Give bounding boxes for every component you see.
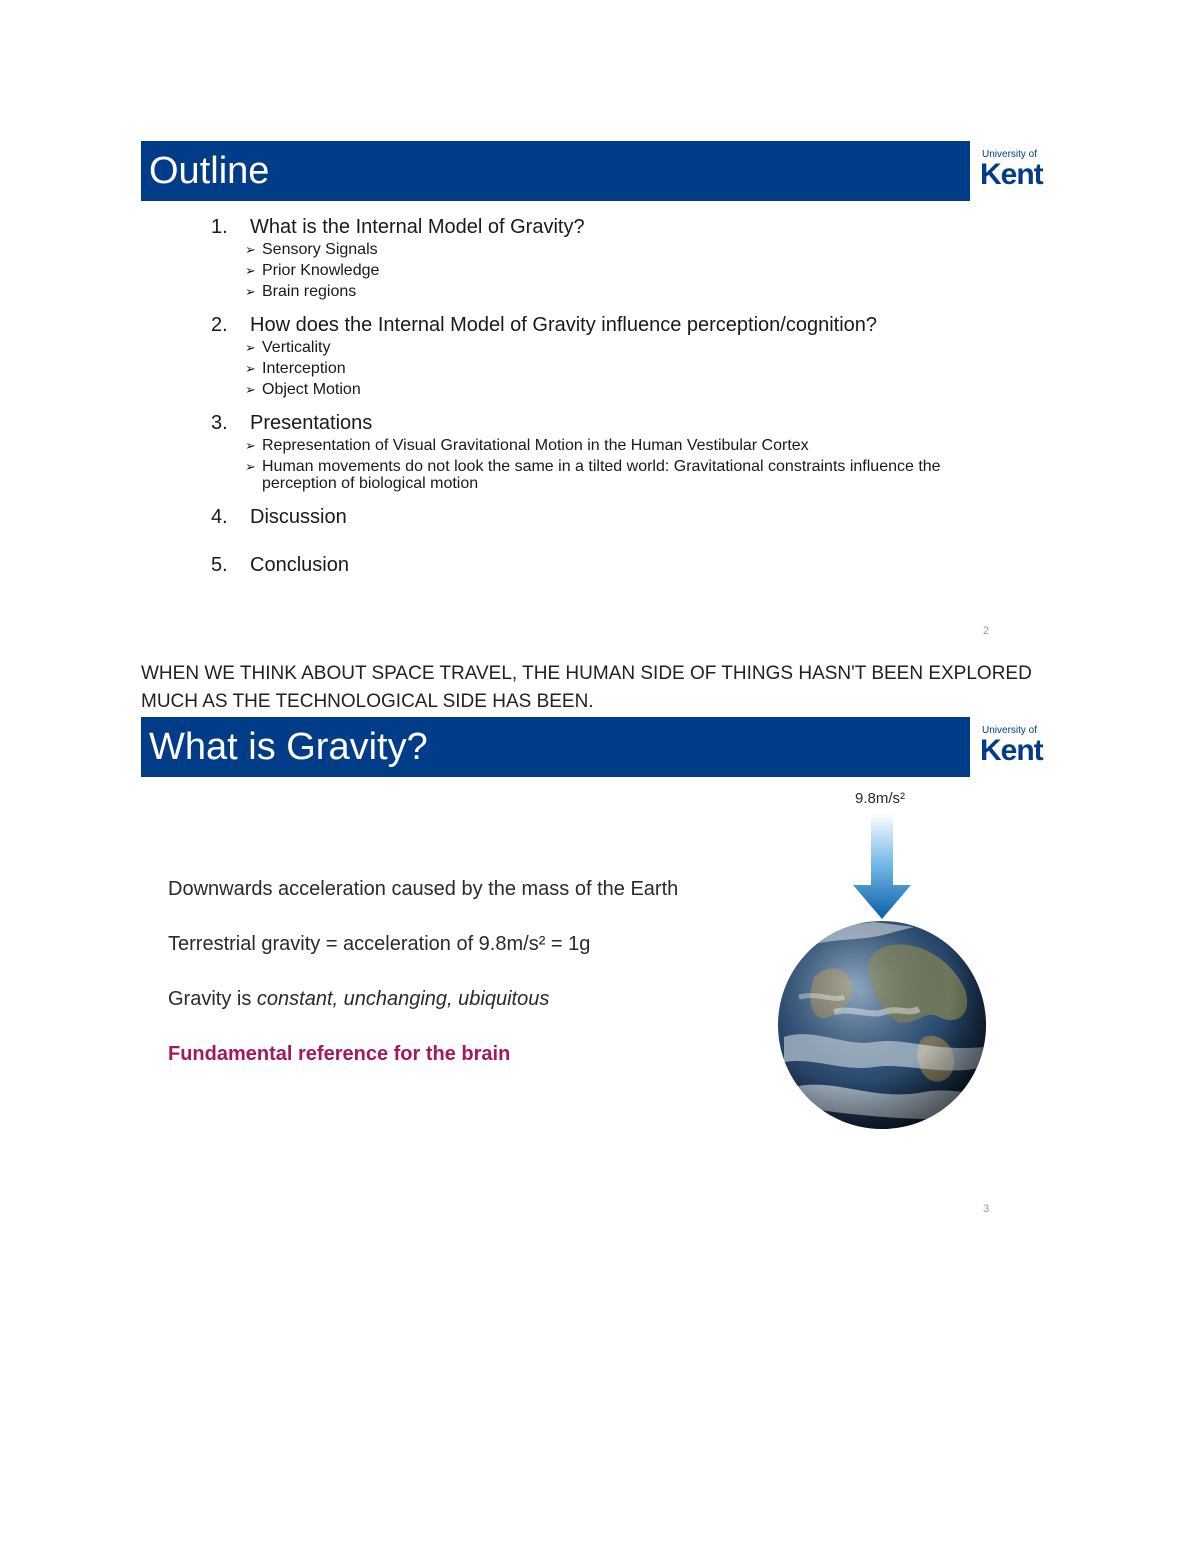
arrow-bullet-icon: ➢ bbox=[245, 361, 256, 376]
arrow-bullet-icon: ➢ bbox=[245, 382, 256, 397]
logo-small-text: University of bbox=[982, 725, 1038, 736]
outline-item bbox=[211, 313, 991, 400]
arrow-bullet-icon: ➢ bbox=[245, 263, 256, 278]
slide-title-banner bbox=[141, 717, 970, 777]
outline-item bbox=[211, 553, 991, 577]
item-number: 1. bbox=[211, 216, 228, 238]
sub-item: ➢ Verticality bbox=[245, 339, 331, 356]
speaker-note: WHEN WE THINK ABOUT SPACE TRAVEL, THE HUMAN SIDE OF THINGS HASN'T BEEN EXPLORED MUCH AS THE TECHNOLOGICAL SIDE HAS BEEN. bbox=[141, 663, 1032, 712]
sub-item: ➢ Prior Knowledge bbox=[245, 262, 380, 279]
outline-slide bbox=[141, 141, 1051, 641]
item-text: Conclusion bbox=[250, 554, 349, 576]
arrow-bullet-icon: ➢ bbox=[245, 340, 256, 355]
outline-item bbox=[211, 505, 991, 529]
bullet-line: Terrestrial gravity = acceleration of 9.8m/s² = 1g bbox=[168, 933, 591, 955]
item-number: 5. bbox=[211, 554, 228, 576]
arrow-bullet-icon: ➢ bbox=[245, 284, 256, 299]
italic-emphasis: constant, unchanging, ubiquitous bbox=[256, 988, 550, 1010]
slide-title: Outline bbox=[149, 150, 270, 192]
sub-item: ➢ Representation of Visual Gravitational Motion in the Human Vestibular Cortex bbox=[245, 437, 809, 454]
arrow-bullet-icon: ➢ bbox=[245, 242, 256, 257]
page-number: 2 bbox=[983, 625, 990, 637]
page-number: 3 bbox=[983, 1203, 990, 1215]
item-text: Presentations bbox=[250, 412, 373, 434]
arrow-bullet-icon: ➢ bbox=[245, 459, 256, 474]
down-arrow-icon bbox=[847, 813, 917, 923]
acceleration-label: 9.8m/s² bbox=[855, 790, 906, 807]
gravity-slide bbox=[141, 717, 1051, 1222]
sub-item: ➢ Object Motion bbox=[245, 381, 361, 398]
logo-big-text: Kent bbox=[980, 734, 1043, 767]
bullet-list bbox=[168, 877, 808, 1097]
outline-item bbox=[211, 411, 991, 492]
sub-item: ➢ Interception bbox=[245, 360, 346, 377]
highlight-line: Fundamental reference for the brain bbox=[168, 1043, 511, 1065]
bullet-line: Downwards acceleration caused by the mass of the Earth bbox=[168, 878, 679, 900]
outline-item bbox=[211, 215, 991, 302]
item-number: 2. bbox=[211, 314, 228, 336]
item-number: 4. bbox=[211, 506, 228, 528]
arrow-bullet-icon: ➢ bbox=[245, 438, 256, 453]
item-text: Discussion bbox=[250, 506, 347, 528]
slide-title-banner bbox=[141, 141, 970, 201]
item-number: 3. bbox=[211, 412, 228, 434]
item-text: What is the Internal Model of Gravity? bbox=[250, 216, 585, 238]
sub-item: ➢ Brain regions bbox=[245, 283, 357, 300]
item-text: How does the Internal Model of Gravity influence perception/cognition? bbox=[250, 314, 878, 336]
outline-list bbox=[211, 215, 991, 577]
sub-item: ➢ Sensory Signals bbox=[245, 241, 378, 258]
logo-big-text: Kent bbox=[980, 158, 1043, 191]
slide-title: What is Gravity? bbox=[149, 726, 428, 768]
university-logo bbox=[980, 725, 1050, 771]
sub-item: ➢ Human movements do not look the same in a tilted world: Gravitational constraints influence the perception of biological motion bbox=[245, 458, 941, 492]
university-logo bbox=[980, 149, 1050, 195]
logo-small-text: University of bbox=[982, 149, 1038, 160]
bullet-line: Gravity is constant, unchanging, ubiquitous bbox=[168, 988, 550, 1010]
